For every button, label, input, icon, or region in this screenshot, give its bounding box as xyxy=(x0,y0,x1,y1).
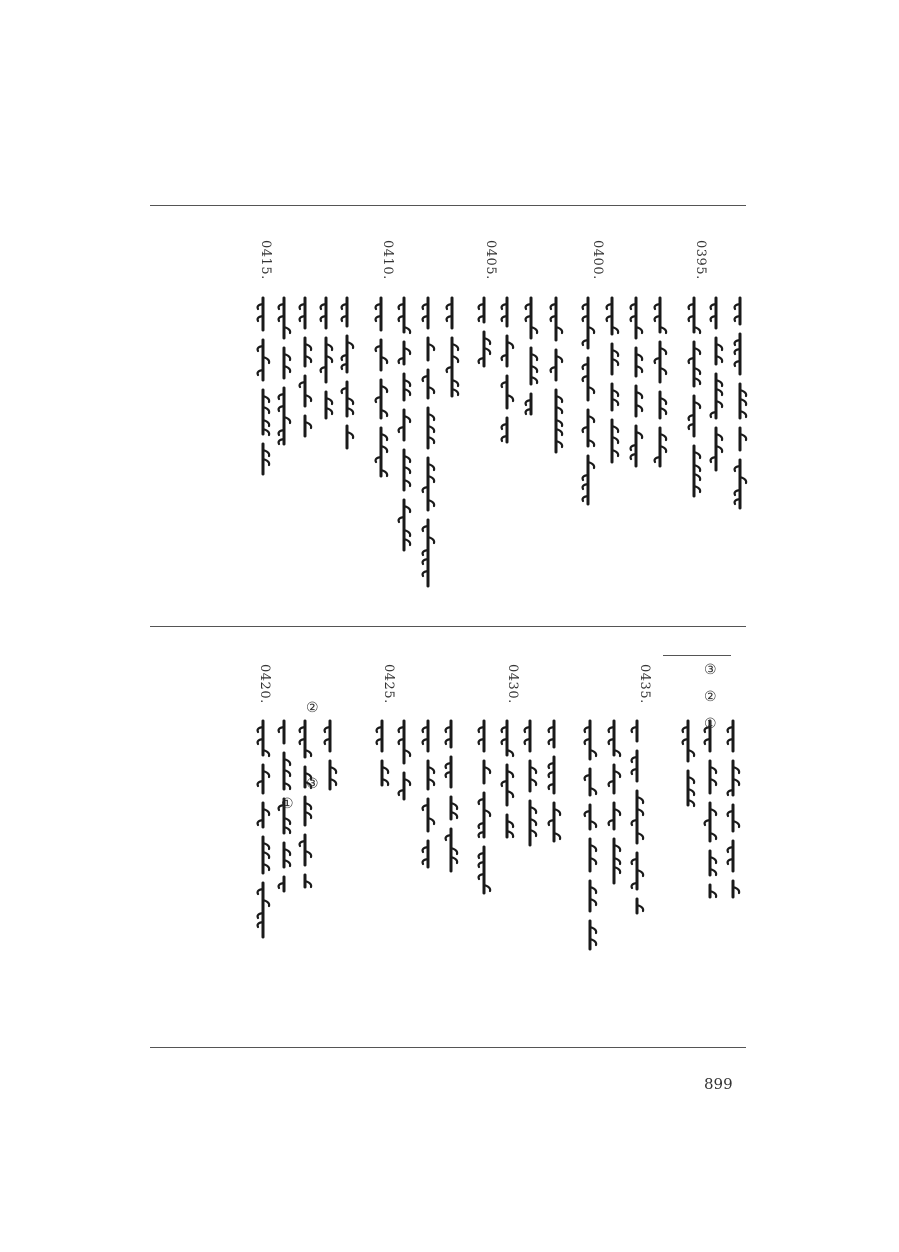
script-line-upper-20 xyxy=(728,295,752,511)
bottom-rule xyxy=(150,1047,746,1048)
note-marker-3: ③ xyxy=(704,662,717,678)
line-number-0400: 0400. xyxy=(590,240,605,280)
script-line-lower-17 xyxy=(698,718,722,900)
script-line-lower-8 xyxy=(439,718,463,874)
script-line-upper-19 xyxy=(704,295,728,473)
note-marker-2: ② xyxy=(704,689,717,705)
script-line-upper-5 xyxy=(335,295,359,451)
script-line-upper-13 xyxy=(544,295,568,455)
script-line-upper-6 xyxy=(369,295,393,479)
script-line-lower-4 xyxy=(318,718,342,792)
script-line-upper-9 xyxy=(440,295,464,399)
script-line-lower-6 xyxy=(392,718,416,802)
line-number-0405: 0405. xyxy=(483,240,498,280)
script-line-lower-7 xyxy=(416,718,440,870)
inline-marker-1: ① xyxy=(281,796,294,812)
line-number-0420: 0420. xyxy=(257,664,272,704)
inline-marker-2: ② xyxy=(306,700,319,716)
script-line-upper-16 xyxy=(624,295,648,469)
middle-rule xyxy=(150,626,746,627)
footnote-rule xyxy=(663,655,731,656)
script-line-upper-10 xyxy=(472,295,496,369)
script-line-lower-11 xyxy=(518,718,542,848)
script-line-lower-12 xyxy=(542,718,566,844)
line-number-0415: 0415. xyxy=(258,240,273,280)
script-line-lower-10 xyxy=(495,718,519,840)
script-line-lower-13 xyxy=(578,718,602,952)
script-line-lower-5 xyxy=(370,718,394,788)
line-number-0430: 0430. xyxy=(505,664,520,704)
inline-marker-3: ③ xyxy=(306,776,319,792)
script-line-upper-11 xyxy=(495,295,519,445)
script-line-lower-15 xyxy=(625,718,649,916)
line-number-0410: 0410. xyxy=(380,240,395,280)
script-line-lower-3 xyxy=(293,718,317,890)
script-line-upper-15 xyxy=(600,295,624,465)
script-line-lower-9 xyxy=(472,718,496,896)
script-line-upper-14 xyxy=(576,295,600,507)
script-line-upper-12 xyxy=(519,295,543,417)
page-number: 899 xyxy=(704,1075,733,1093)
note-marker-1: ① xyxy=(704,716,717,732)
line-number-0395: 0395. xyxy=(693,240,708,280)
line-number-0435: 0435. xyxy=(637,664,652,704)
script-line-lower-14 xyxy=(602,718,626,886)
script-line-lower-18 xyxy=(721,718,745,900)
script-line-upper-8 xyxy=(416,295,440,589)
line-number-0425: 0425. xyxy=(381,664,396,704)
script-line-upper-18 xyxy=(682,295,706,499)
script-line-upper-17 xyxy=(648,295,672,469)
script-line-upper-7 xyxy=(392,295,416,553)
top-rule xyxy=(150,205,746,206)
script-line-lower-16 xyxy=(676,718,700,808)
